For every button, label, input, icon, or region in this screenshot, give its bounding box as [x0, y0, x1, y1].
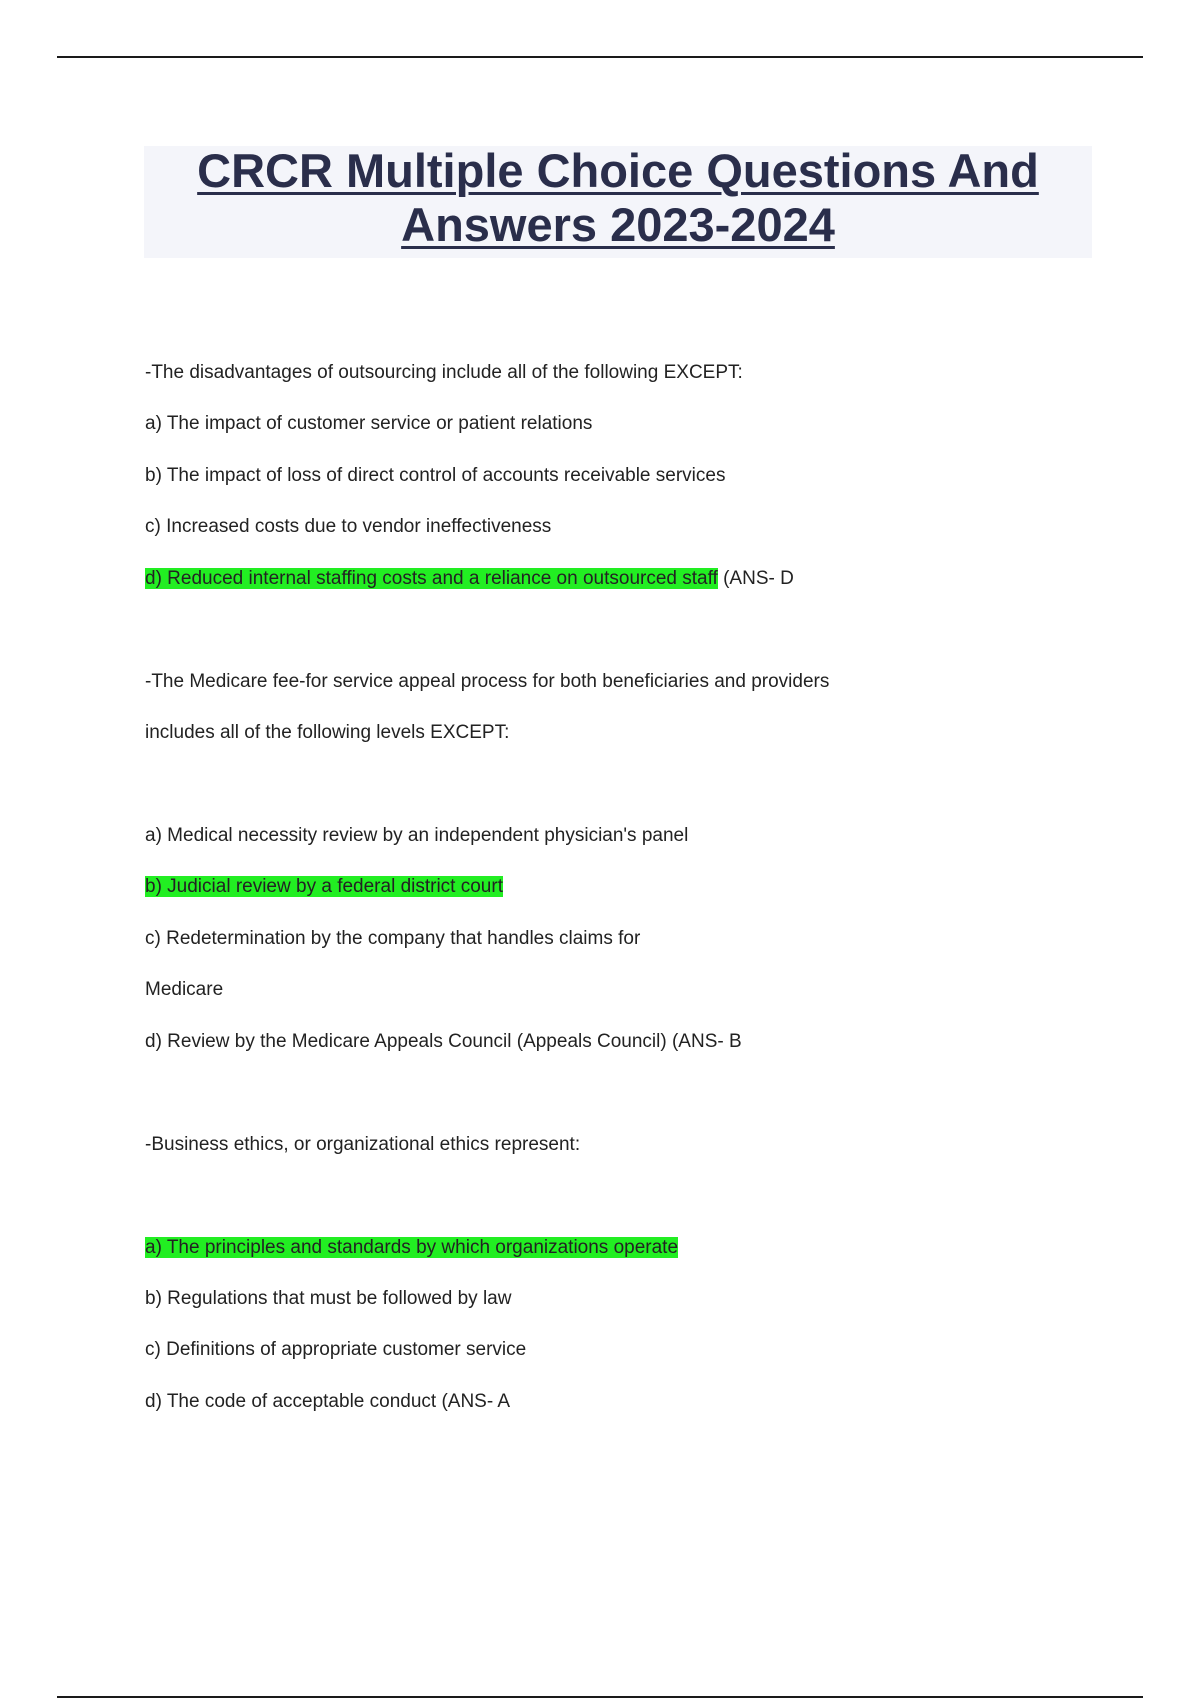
- top-rule: [57, 56, 1143, 58]
- correct-answer-highlight: d) Reduced internal staffing costs and a reliance on outsourced staff: [145, 568, 718, 589]
- answer-option: c) Increased costs due to vendor ineffectiveness: [145, 516, 552, 537]
- answer-option: c) Definitions of appropriate customer service: [145, 1339, 527, 1360]
- answer-option-correct: [145, 566, 794, 592]
- title-line: Answers 2023-2024: [401, 198, 835, 251]
- answer-option: d) The code of acceptable conduct (ANS- A: [145, 1391, 511, 1412]
- question-prompt: includes all of the following levels EXCEPT:: [145, 722, 510, 743]
- bottom-rule: [57, 1696, 1143, 1698]
- answer-option-continued: Medicare: [145, 979, 224, 1000]
- answer-option: b) Regulations that must be followed by law: [145, 1288, 512, 1309]
- correct-answer-highlight: b) Judicial review by a federal district court: [145, 876, 503, 897]
- answer-option-correct: [145, 874, 503, 900]
- page-title: [144, 144, 1092, 252]
- answer-option: a) Medical necessity review by an independent physician's panel: [145, 825, 689, 846]
- title-line: CRCR Multiple Choice Questions And: [197, 144, 1039, 197]
- question-prompt: -Business ethics, or organizational ethics represent:: [145, 1134, 581, 1155]
- answer-key: (ANS- D: [717, 568, 794, 589]
- correct-answer-highlight: a) The principles and standards by which organizations operate: [145, 1237, 679, 1258]
- question-prompt: -The Medicare fee-for service appeal process for both beneficiaries and providers: [145, 671, 830, 692]
- answer-option: b) The impact of loss of direct control of accounts receivable services: [145, 465, 726, 486]
- answer-option-correct: [145, 1235, 678, 1261]
- answer-option: a) The impact of customer service or patient relations: [145, 413, 593, 434]
- answer-option: c) Redetermination by the company that handles claims for: [145, 928, 641, 949]
- answer-option: d) Review by the Medicare Appeals Council (Appeals Council) (ANS- B: [145, 1031, 742, 1052]
- question-prompt: -The disadvantages of outsourcing include all of the following EXCEPT:: [145, 362, 743, 383]
